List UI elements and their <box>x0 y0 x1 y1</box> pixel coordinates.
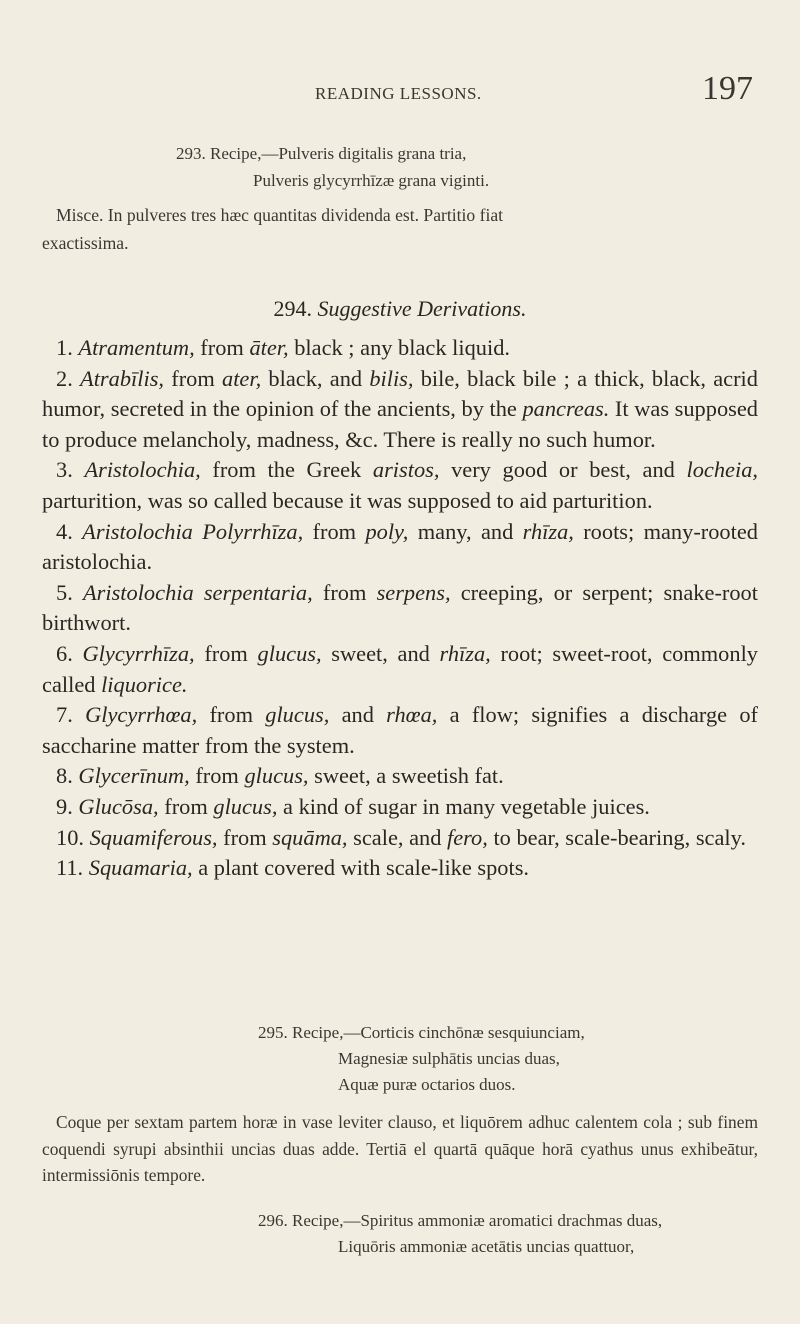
entry-text: black, and <box>261 365 370 391</box>
entry-text: from <box>194 640 258 666</box>
recipe-295-line-2: Magnesiæ sulphātis uncias duas, <box>338 1049 560 1068</box>
entry-number: 11. <box>56 855 84 881</box>
entry-source-word: āter, <box>249 335 289 360</box>
derivation-entry-8 <box>42 761 758 792</box>
entry-text: black ; any black liquid. <box>288 335 510 360</box>
entry-source-word: serpens, <box>376 579 451 605</box>
entry-term: Atramentum, <box>78 335 195 360</box>
entry-text: sweet, a sweetish fat. <box>308 763 504 789</box>
entry-term: Aristolochia serpentaria, <box>82 579 313 605</box>
entry-text: roots; many-rooted aristolochia. <box>42 518 758 575</box>
entry-text: It was supposed to produce melancholy, madness, &c. There is really no such humor. <box>42 396 758 452</box>
entry-number: 8. <box>56 763 73 789</box>
derivation-list <box>42 333 758 884</box>
recipe-295-directions-text: Coque per sextam partem horæ in vase leviter clauso, et liquōrem adhuc calentem cola ; sub finem coquendi syrupi absinthii uncias duas adde. Tertiā el quartā quāque horā cyathus unus exhibeātur, intermissiōnis tempore. <box>42 1112 758 1185</box>
entry-term: Glycyrrhīza, <box>82 640 195 666</box>
entry-source-word: poly, <box>365 518 409 544</box>
entry-text: from the Greek <box>200 457 373 483</box>
entry-text: a plant covered with scale-like spots. <box>192 855 530 881</box>
entry-source-word: glucus, <box>244 763 309 789</box>
recipe-295-line-1: 295. Recipe,—Corticis cinchōnæ sesquiunciam, <box>258 1023 585 1042</box>
entry-number: 5. <box>56 579 73 605</box>
entry-text: and <box>329 702 387 728</box>
entry-number: 6. <box>56 640 73 666</box>
entry-text: from <box>158 793 214 819</box>
entry-source-word: pancreas. <box>522 396 610 422</box>
entry-number: 1. <box>56 335 73 360</box>
entry-number: 4. <box>56 518 73 544</box>
recipe-293-directions <box>42 201 758 257</box>
entry-text: bile, black bile ; a thick, black, acrid humor, secreted in the opinion of the ancients, by the <box>42 365 758 422</box>
entry-source-word: aristos, <box>372 457 440 483</box>
entry-term: Aristolochia, <box>84 457 201 483</box>
page-number: 197 <box>702 70 753 107</box>
entry-term: Glycerīnum, <box>78 763 190 789</box>
recipe-293-line-2: Pulveris glycyrrhīzæ grana viginti. <box>253 171 490 190</box>
recipe-295-directions <box>42 1109 758 1189</box>
entry-source-word: glucus, <box>257 640 322 666</box>
entry-term: Atrabīlis, <box>80 365 165 391</box>
entry-text: a flow; signifies a discharge of saccharine matter from the system. <box>42 702 758 758</box>
entry-source-word: fero, <box>447 824 488 850</box>
entry-source-word: rhœa, <box>386 702 438 728</box>
running-head: READING LESSONS. <box>315 84 482 103</box>
derivation-entry-5 <box>42 578 758 639</box>
entry-source-word: bilis, <box>369 365 414 391</box>
entry-text: very good or best, and <box>439 457 687 483</box>
derivation-entry-3 <box>42 455 758 516</box>
entry-text: many, and <box>408 518 523 544</box>
entry-text: from <box>194 335 250 360</box>
section-title: Suggestive Derivations. <box>317 296 527 321</box>
recipe-293-line-1: 293. Recipe,—Pulveris digitalis grana tria, <box>176 144 467 163</box>
entry-number: 9. <box>56 793 73 819</box>
derivation-entry-1 <box>42 333 758 364</box>
entry-text: to bear, scale-bearing, scaly. <box>487 824 746 850</box>
entry-text: creeping, or serpent; snake-root birthwort. <box>42 579 758 636</box>
entry-source-word: squāma, <box>272 824 348 850</box>
entry-source-word: ater, <box>222 365 262 391</box>
recipe-293-directions-line-1: Misce. In pulveres tres hæc quantitas dividenda est. Partitio fiat <box>56 205 504 225</box>
recipe-296-line-2: Liquōris ammoniæ acetātis uncias quattuor, <box>338 1237 635 1256</box>
entry-term: Squamaria, <box>88 855 193 881</box>
entry-text: from <box>312 579 377 605</box>
entry-term: Glucōsa, <box>78 793 159 819</box>
entry-text: from <box>197 702 266 728</box>
derivation-entry-2 <box>42 364 758 456</box>
entry-term: Aristolochia Polyrrhīza, <box>82 518 304 544</box>
derivation-entry-9 <box>42 792 758 823</box>
entry-number: 2. <box>56 365 73 391</box>
entry-text: from <box>217 824 273 850</box>
entry-text: from <box>164 365 223 391</box>
entry-number: 10. <box>56 824 84 850</box>
derivation-entry-7 <box>42 700 758 761</box>
derivation-entry-10 <box>42 823 758 854</box>
entry-source-word: glucus, <box>213 793 278 819</box>
entry-text: sweet, and <box>321 640 440 666</box>
entry-source-word: liquorice. <box>101 671 188 697</box>
entry-text: from <box>189 763 245 789</box>
page-header <box>0 60 800 107</box>
entry-source-word: rhīza, <box>439 640 491 666</box>
entry-text: root; sweet-root, commonly called <box>42 640 758 697</box>
entry-source-word: locheia, <box>686 457 758 483</box>
entry-text: parturition, was so called because it was supposed to aid parturition. <box>42 487 653 513</box>
derivation-entry-6 <box>42 639 758 700</box>
entry-term: Glycyrrhœa, <box>85 702 198 728</box>
entry-text: from <box>303 518 366 544</box>
section-number: 294. <box>273 296 313 321</box>
derivation-entry-4 <box>42 517 758 578</box>
recipe-296-line-1: 296. Recipe,—Spiritus ammoniæ aromatici drachmas duas, <box>258 1211 663 1230</box>
entry-number: 3. <box>56 457 73 483</box>
entry-source-word: rhīza, <box>522 518 574 544</box>
entry-term: Squamiferous, <box>89 824 218 850</box>
entry-source-word: glucus, <box>265 702 330 728</box>
section-heading-294 <box>0 296 800 322</box>
entry-number: 7. <box>56 702 73 728</box>
derivation-entry-11 <box>42 853 758 884</box>
recipe-295-line-3: Aquæ puræ octarios duos. <box>338 1075 516 1094</box>
entry-text: scale, and <box>347 824 447 850</box>
entry-text: a kind of sugar in many vegetable juices. <box>277 793 650 819</box>
recipe-293-directions-line-2: exactissima. <box>42 233 129 253</box>
